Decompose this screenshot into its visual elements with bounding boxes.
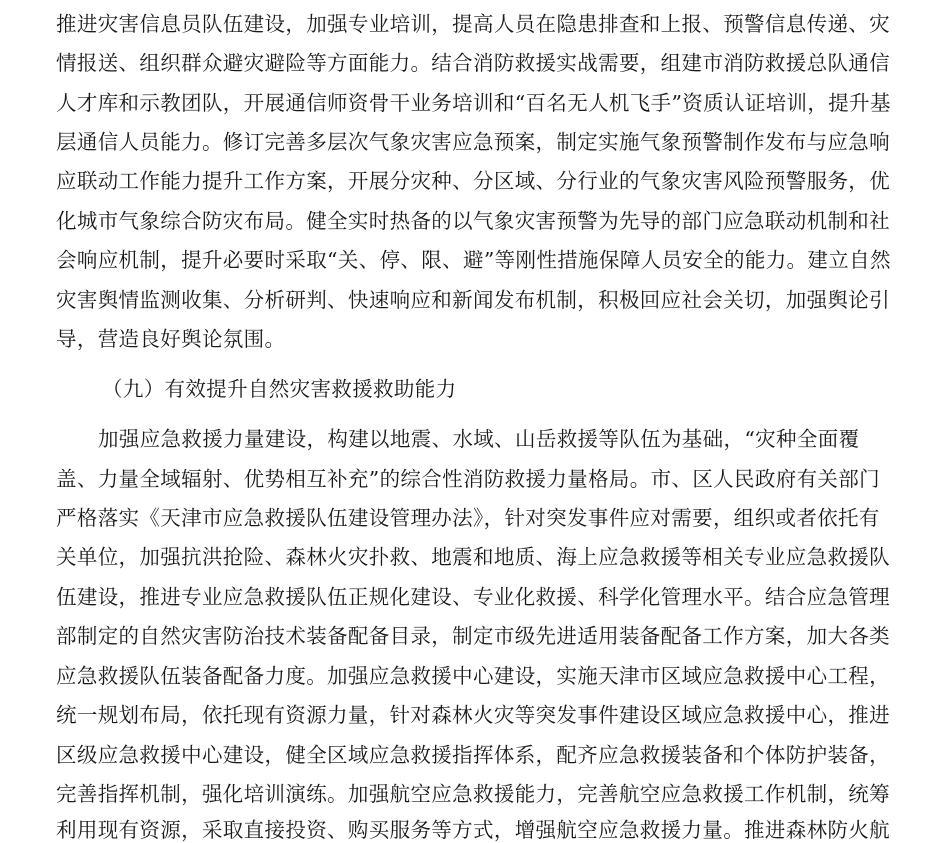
- text-line: 人才库和示教团队，开展通信师资骨干业务培训和“百名无人机飞手”资质认证培训，提升基: [56, 91, 891, 115]
- text-line: 层通信人员能力。修订完善多层次气象灾害应急预案，制定实施气象预警制作发布与应急响: [56, 130, 890, 154]
- text-line: 化城市气象综合防灾布局。健全实时热备的以气象灾害预警为先导的部门应急联动机制和社: [56, 209, 890, 233]
- text-line: 部制定的自然灾害防治技术装备配备目录，制定市级先进适用装备配备工作方案，加大各类: [56, 624, 890, 648]
- section-heading: （九）有效提升自然灾害救援救助能力: [102, 377, 457, 401]
- text-line: 伍建设，推进专业应急救援队伍正规化建设、专业化救援、科学化管理水平。结合应急管理: [56, 585, 890, 609]
- text-line: 应急救援队伍装备配备力度。加强应急救援中心建设，实施天津市区域应急救援中心工程，: [56, 664, 890, 688]
- text-line: 关单位，加强抗洪抢险、森林火灾扑救、地震和地质、海上应急救援等相关专业应急救援队: [56, 545, 890, 569]
- text-line: 区级应急救援中心建设，健全区域应急救援指挥体系，配齐应急救援装备和个体防护装备，: [56, 743, 890, 767]
- text-line: 完善指挥机制，强化培训演练。加强航空应急救援能力，完善航空应急救援工作机制，统筹: [56, 782, 890, 806]
- text-line: 推进灾害信息员队伍建设，加强专业培训，提高人员在隐患排查和上报、预警信息传递、灾: [56, 12, 890, 36]
- text-line: 盖、力量全域辐射、优势相互补充”的综合性消防救援力量格局。市、区人民政府有关部门: [56, 467, 880, 491]
- text-line: 应联动工作能力提升工作方案，开展分灾种、分区域、分行业的气象灾害风险预警服务，优: [56, 169, 890, 193]
- text-line: 灾害舆情监测收集、分析研判、快速响应和新闻发布机制，积极回应社会关切，加强舆论引: [56, 288, 890, 312]
- text-line: 情报送、组织群众避灾避险等方面能力。结合消防救援实战需要，组建市消防救援总队通信: [56, 51, 890, 75]
- text-line: 利用现有资源，采取直接投资、购买服务等方式，增强航空应急救援力量。推进森林防火航: [56, 818, 890, 842]
- text-line: 加强应急救援力量建设，构建以地震、水域、山岳救援等队伍为基础，“灾种全面覆: [98, 427, 860, 451]
- text-line: 严格落实《天津市应急救援队伍建设管理办法》，针对突发事件应对需要，组织或者依托有: [56, 506, 880, 530]
- text-line: 统一规划布局，依托现有资源力量，针对森林火灾等突发事件建设区域应急救援中心，推进: [56, 703, 890, 727]
- text-line: 会响应机制，提升必要时采取“关、停、限、避”等刚性措施保障人员安全的能力。建立自然: [56, 248, 891, 272]
- text-line: 导，营造良好舆论氛围。: [56, 327, 286, 351]
